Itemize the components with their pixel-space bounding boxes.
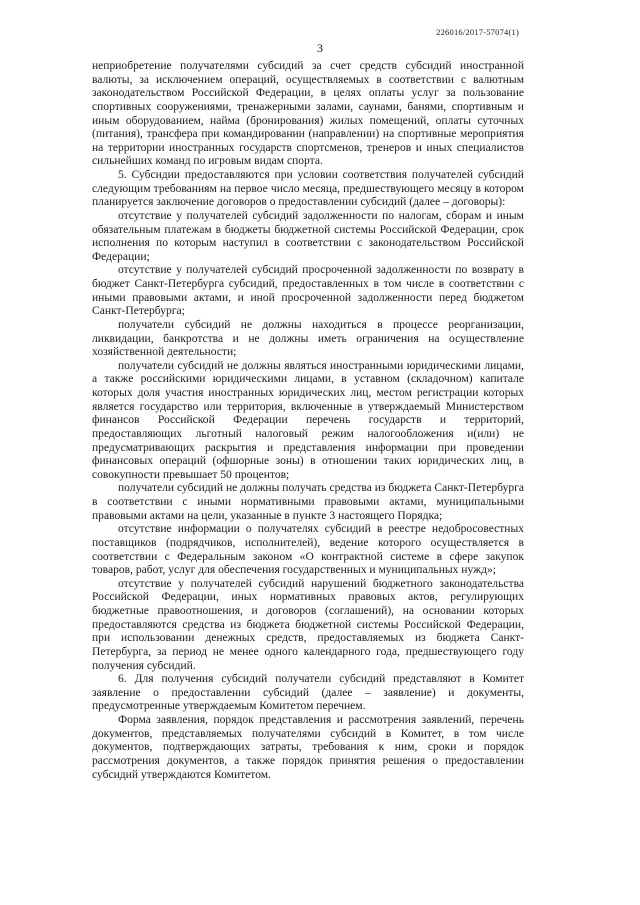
paragraph-item-6: 6. Для получения субсидий получатели субсидий представляют в Комитет заявление о предоставлении субсидий (далее – заявление) и документы, предусмотренные утверждаемым Комитетом перечнем. xyxy=(92,673,524,713)
paragraph-continuation: неприобретение получателями субсидий за счет средств субсидий иностранной валюты, за исключением операций, осуществляемых в соответствии с валютным законодательством Российской Федерации, в целях оплаты услуг за пользование спортивных сооружениями, тренажерными залами, саунами, банями, спортивным и иным оборудованием, найма (бронирования) жилых помещений, оплаты суточных (питания), трансфера при командировании (направлении) на спортивные мероприятия на территории иностранных государств спортсменов, тренеров и иных специалистов сильнейших команд по игровым видам спорта. xyxy=(92,60,524,168)
paragraph-not-foreign-entity: получатели субсидий не должны являться иностранными юридическими лицами, а также российскими юридическими лицами, в уставном (складочном) капитале которых доля участия иностранных юридических лиц, местом регистрации которых является государство или территория, включенные в утверждаемый Министерством финансов Российской Федерации перечень государств и территорий, предоставляющих льготный налоговый режим налогообложения и(или) не предусматривающих раскрытия и представления информации при проведении финансовых операций (офшорные зоны) в отношении таких юридических лиц, в совокупности превышает 50 процентов; xyxy=(92,359,524,481)
paragraph-no-unfair-supplier: отсутствие информации о получателях субсидий в реестре недобросовестных поставщиков (подрядчиков, исполнителей), ведение которого осуществляется в соответствии с Федеральным законом «О контрактной системе в сфере закупок товаров, работ, услуг для обеспечения государственных и муниципальных нужд»; xyxy=(92,523,524,577)
paragraph-application-form: Форма заявления, порядок представления и рассмотрения заявлений, перечень документов, представляемых получателями субсидий в Комитет, в том числе документов, подтверждающих затраты, требования к ним, сроки и порядок рассмотрения документов, а также порядок принятия решения о предоставлении субсидий утверждаются Комитетом. xyxy=(92,714,524,781)
paragraph-no-overdue-debt: отсутствие у получателей субсидий просроченной задолженности по возврату в бюджет Санкт-Петербурга субсидий, предоставленных в том числе в соответствии с иными правовыми актами, и иной просроченной задолженности перед бюджетом Санкт-Петербурга; xyxy=(92,264,524,318)
document-id: 226016/2017-57074(1) xyxy=(436,27,519,37)
paragraph-no-budget-violations: отсутствие у получателей субсидий нарушений бюджетного законодательства Российской Федерации, иных нормативных правовых актов, регулирующих бюджетные правоотношения, и договоров (соглашений), на основании которых предоставляются средства из бюджета бюджетной системы Российской Федерации, при использовании денежных средств, предоставляемых из бюджета Санкт-Петербурга, за период не менее одного календарного года, предшествующего году получения субсидий. xyxy=(92,577,524,672)
paragraph-no-tax-debt: отсутствие у получателей субсидий задолженности по налогам, сборам и иным обязательным платежам в бюджеты бюджетной системы Российской Федерации, срок исполнения по которым наступил в соответствии с законодательством Российской Федерации; xyxy=(92,209,524,263)
page-number: 3 xyxy=(317,41,323,55)
paragraph-item-5: 5. Субсидии предоставляются при условии соответствия получателей субсидий следующим требованиям на первое число месяца, предшествующего месяцу в котором планируется заключение договоров о предоставлении субсидий (далее – договоры): xyxy=(92,169,524,209)
document-body xyxy=(92,60,524,782)
paragraph-no-other-funds: получатели субсидий не должны получать средства из бюджета Санкт-Петербурга в соответствии с иными нормативными правовыми актами, муниципальными правовыми актами на цели, указанные в пункте 3 настоящего Порядка; xyxy=(92,482,524,522)
paragraph-no-reorganization: получатели субсидий не должны находиться в процессе реорганизации, ликвидации, банкротства и не должны иметь ограничения на осуществление хозяйственной деятельности; xyxy=(92,318,524,359)
